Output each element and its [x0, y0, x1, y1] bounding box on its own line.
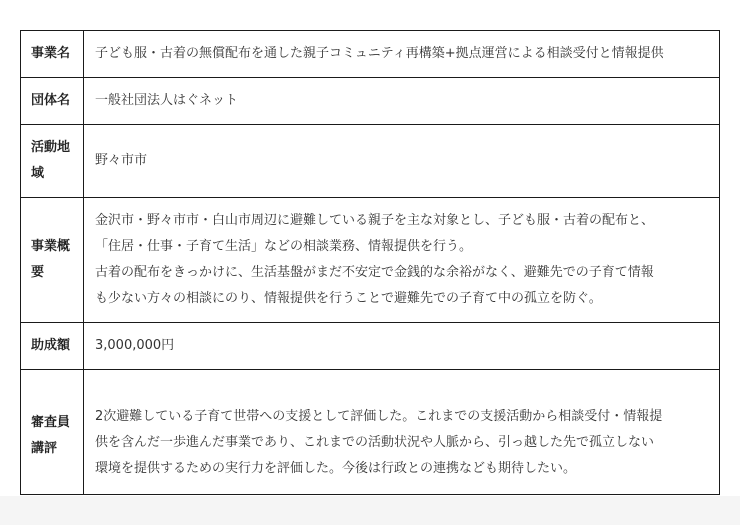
label-text: 活動地 — [31, 140, 71, 155]
value-text: 「住居・仕事・子育て生活」などの相談業務、情報提供を行う。 — [95, 239, 473, 254]
value-reviewer-comment — [84, 370, 720, 495]
label-text: 講評 — [31, 441, 58, 456]
label-organization — [21, 78, 84, 125]
project-info-table — [20, 30, 720, 495]
value-text: 供を含んだ一歩進んだ事業であり、これまでの活動状況や人脈から、引っ越した先で孤立しない — [95, 435, 655, 450]
value-organization — [84, 78, 720, 125]
value-text: 3,000,000円 — [95, 338, 175, 353]
label-text: 事業名 — [31, 46, 71, 61]
label-text: 審査員 — [31, 415, 71, 430]
value-project-summary — [84, 198, 720, 323]
label-text: 助成額 — [31, 338, 71, 353]
value-project-name — [84, 31, 720, 78]
label-activity-area — [21, 125, 84, 198]
row-organization — [21, 78, 720, 125]
row-grant-amount — [21, 323, 720, 370]
value-grant-amount — [84, 323, 720, 370]
row-activity-area — [21, 125, 720, 198]
value-text: も少ない方々の相談にのり、情報提供を行うことで避難先での子育て中の孤立を防ぐ。 — [95, 291, 602, 306]
label-project-summary — [21, 198, 84, 323]
row-project-summary — [21, 198, 720, 323]
row-reviewer-comment — [21, 370, 720, 495]
label-grant-amount — [21, 323, 84, 370]
label-project-name — [21, 31, 84, 78]
label-reviewer-comment — [21, 370, 84, 495]
value-text: 環境を提供するための実行力を評価した。今後は行政との連携なども期待したい。 — [95, 461, 577, 476]
label-text: 事業概 — [31, 239, 71, 254]
value-text: 金沢市・野々市市・白山市周辺に避難している親子を主な対象とし、子ども服・古着の配布と、 — [95, 213, 655, 228]
value-text: 2次避難している子育て世帯への支援として評価した。これまでの支援活動から相談受付・情報提 — [95, 409, 663, 424]
label-text: 域 — [31, 166, 45, 181]
label-text: 団体名 — [31, 93, 71, 108]
value-text: 野々市市 — [95, 153, 148, 168]
value-text: 子ども服・古着の無償配布を通した親子コミュニティ再構築+拠点運営による相談受付と情報提供 — [95, 46, 664, 61]
value-text: 一般社団法人はぐネット — [95, 93, 239, 108]
value-text: 古着の配布をきっかけに、生活基盤がまだ不安定で金銭的な余裕がなく、避難先での子育て情報 — [95, 265, 654, 280]
value-activity-area — [84, 125, 720, 198]
row-project-name — [21, 31, 720, 78]
label-text: 要 — [31, 265, 45, 280]
